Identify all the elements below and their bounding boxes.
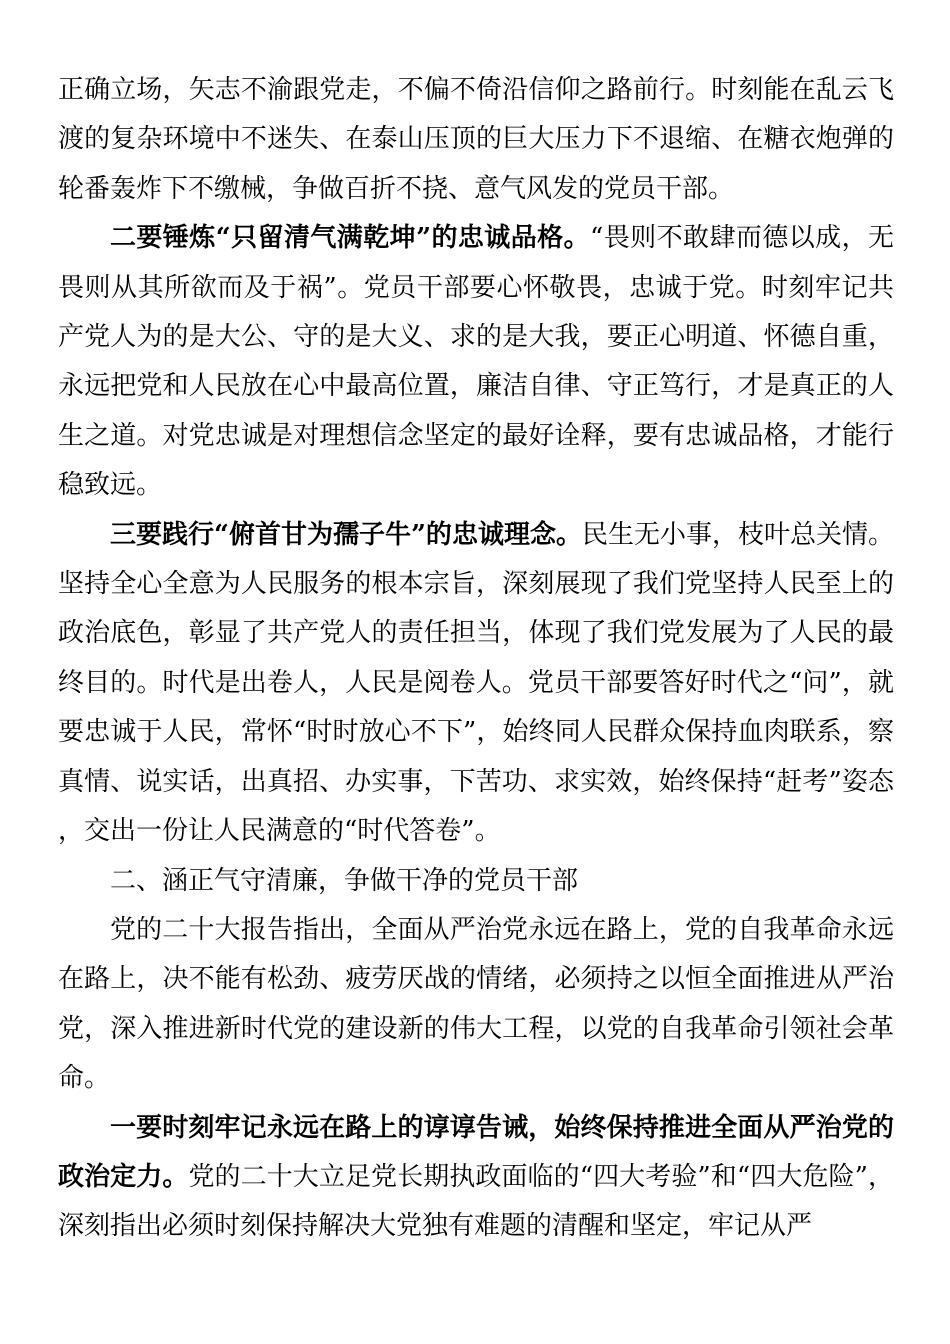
paragraph-lead-heading: 二要锤炼“只留清气满乾坤”的忠诚品格。	[110, 223, 591, 254]
paragraph-loyalty-concept	[58, 511, 894, 857]
paragraph-political-determination	[58, 1104, 894, 1252]
paragraph-report	[58, 906, 894, 1104]
section-heading-text: 二、涵正气守清廉，争做干净的党员干部	[110, 865, 579, 896]
section-heading	[58, 857, 894, 906]
paragraph-lead-heading: 三要践行“俯首甘为孺子牛”的忠诚理念。	[110, 519, 582, 550]
paragraph-text: “畏则不敢肆而德以成，无畏则从其所欲而及于祸”。党员干部要心怀敬畏，忠诚于党。时刻牢记共产党人为的是大公、守的是大义、求的是大我，要正心明道、怀德自重，永远把党和人民放在心中最高位置，廉洁自律、守正笃行，才是真正的人生之道。对党忠诚是对理想信念坚定的最好诠释，要有忠诚品格，才能行稳致远。	[58, 223, 894, 501]
paragraph-lead-heading: 一要时刻牢记永远在路上的谆谆告诫，始终保持推进全面从严治党的政治定力。	[58, 1112, 894, 1192]
paragraph-text: 党的二十大报告指出，全面从严治党永远在路上，党的自我革命永远在路上，决不能有松劲、疲劳厌战的情绪，必须持之以恒全面推进从严治党，深入推进新时代党的建设新的伟大工程，以党的自我革命引领社会革命。	[58, 914, 894, 1094]
document-page	[58, 66, 894, 1252]
paragraph-continuation	[58, 66, 894, 214]
paragraph-text: 民生无小事，枝叶总关情。坚持全心全意为人民服务的根本宗旨，深刻展现了我们党坚持人民至上的政治底色，彰显了共产党人的责任担当，体现了我们党发展为了人民的最终目的。时代是出卷人，人民是阅卷人。党员干部要答好时代之“问”，就要忠诚于人民，常怀“时时放心不下”，始终同人民群众保持血肉联系，察真情、说实话，出真招、办实事，下苦功、求实效，始终保持“赶考”姿态，交出一份让人民满意的“时代答卷”。	[58, 519, 894, 847]
paragraph-text: 正确立场，矢志不渝跟党走，不偏不倚沿信仰之路前行。时刻能在乱云飞渡的复杂环境中不迷失、在泰山压顶的巨大压力下不退缩、在糖衣炮弹的轮番轰炸下不缴械，争做百折不挠、意气风发的党员干部。	[58, 75, 894, 204]
paragraph-loyalty-character	[58, 214, 894, 510]
paragraph-text: 党的二十大立足党长期执政面临的“四大考验”和“四大危险”，深刻指出必须时刻保持解决大党独有难题的清醒和坚定，牢记从严	[58, 1161, 894, 1242]
